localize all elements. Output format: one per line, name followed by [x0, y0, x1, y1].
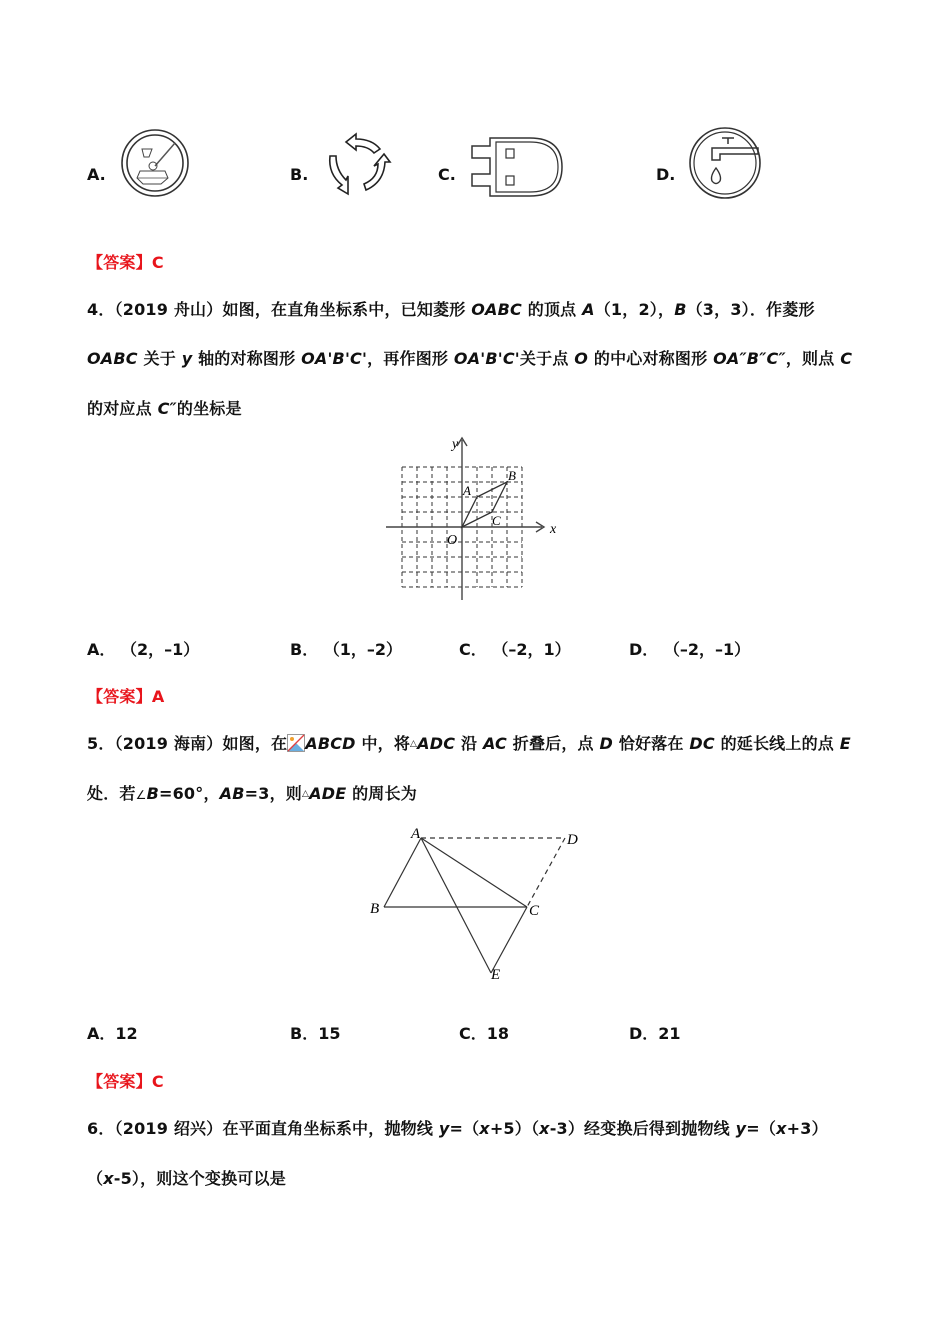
segment-ce: [491, 907, 527, 973]
q4-option-a: A． （2，–1）: [87, 640, 200, 659]
q6-text-line-1: 6．（2019 绍兴）在平面直角坐标系中，抛物线 y=（x+5）（x-3）经变换后得到抛物线 y=（x+3）: [87, 1119, 828, 1138]
q3-option-c-label: C.: [438, 165, 456, 184]
parallelogram-symbol-icon: [287, 734, 305, 752]
q5-answer: 【答案】C: [87, 1072, 164, 1091]
rhombus-coordinate-figure: [380, 430, 570, 602]
q5-text-line-1: 5．（2019 海南）如图，在 ABCD 中，将△ADC 沿 AC 折叠后，点 D 恰好落在 DC 的延长线上的点 E: [87, 734, 851, 753]
point-o-label: O: [447, 533, 458, 548]
point-a-label: A: [463, 483, 471, 498]
point-d-label: D: [567, 832, 578, 848]
q4-option-c: C． （–2，1）: [459, 640, 571, 659]
segment-ac: [421, 838, 527, 907]
y-axis-label: y: [452, 437, 459, 452]
q5-option-b: B．15: [290, 1024, 341, 1043]
q5-option-c: C．18: [459, 1024, 510, 1043]
q5-text-line-2: 处．若∠B=60°，AB=3，则△ADE 的周长为: [87, 784, 417, 803]
water-tap-icon: [688, 126, 762, 200]
point-a-label: A: [411, 826, 421, 842]
answer-value: C: [151, 253, 164, 272]
q6-text-line-2: （x-5），则这个变换可以是: [87, 1169, 286, 1188]
point-e-label: E: [491, 967, 501, 983]
point-c-label: C: [492, 513, 501, 528]
segment-dc: [527, 838, 565, 907]
parallelogram-fold-figure: [360, 820, 600, 990]
answer-prefix: 【答案】: [87, 253, 152, 272]
recycle-arrows-icon: [322, 128, 394, 198]
q4-text-line-1: 4．（2019 舟山）如图，在直角坐标系中，已知菱形 OABC 的顶点 A（1，2），B（3，3）．作菱形: [87, 300, 815, 319]
q4-answer: 【答案】A: [87, 687, 165, 706]
segment-ab: [384, 838, 421, 907]
q3-option-d-label: D.: [656, 165, 676, 184]
q4-option-b: B． （1，–2）: [290, 640, 403, 659]
segment-ae: [421, 838, 491, 973]
point-b-label: B: [508, 468, 516, 483]
q5-option-d: D．21: [629, 1024, 681, 1043]
point-b-label: B: [370, 901, 380, 917]
plug-icon: [470, 134, 568, 200]
q3-answer: [87, 250, 164, 273]
q3-option-b-label: B.: [290, 165, 309, 184]
q4-option-d: D． （–2，–1）: [629, 640, 751, 659]
x-axis-label: x: [550, 522, 557, 537]
q4-text-line-3: 的对应点 C″的坐标是: [87, 399, 242, 418]
point-c-label: C: [529, 903, 540, 919]
q5-option-a: A．12: [87, 1024, 138, 1043]
q4-text-line-2: OABC 关于 y 轴的对称图形 OA'B'C'，再作图形 OA'B'C'关于点 O 的中心对称图形 OA″B″C″，则点 C: [87, 349, 853, 368]
no-sweeping-sign-icon: [120, 128, 190, 198]
q3-option-a-label: A.: [87, 165, 106, 184]
